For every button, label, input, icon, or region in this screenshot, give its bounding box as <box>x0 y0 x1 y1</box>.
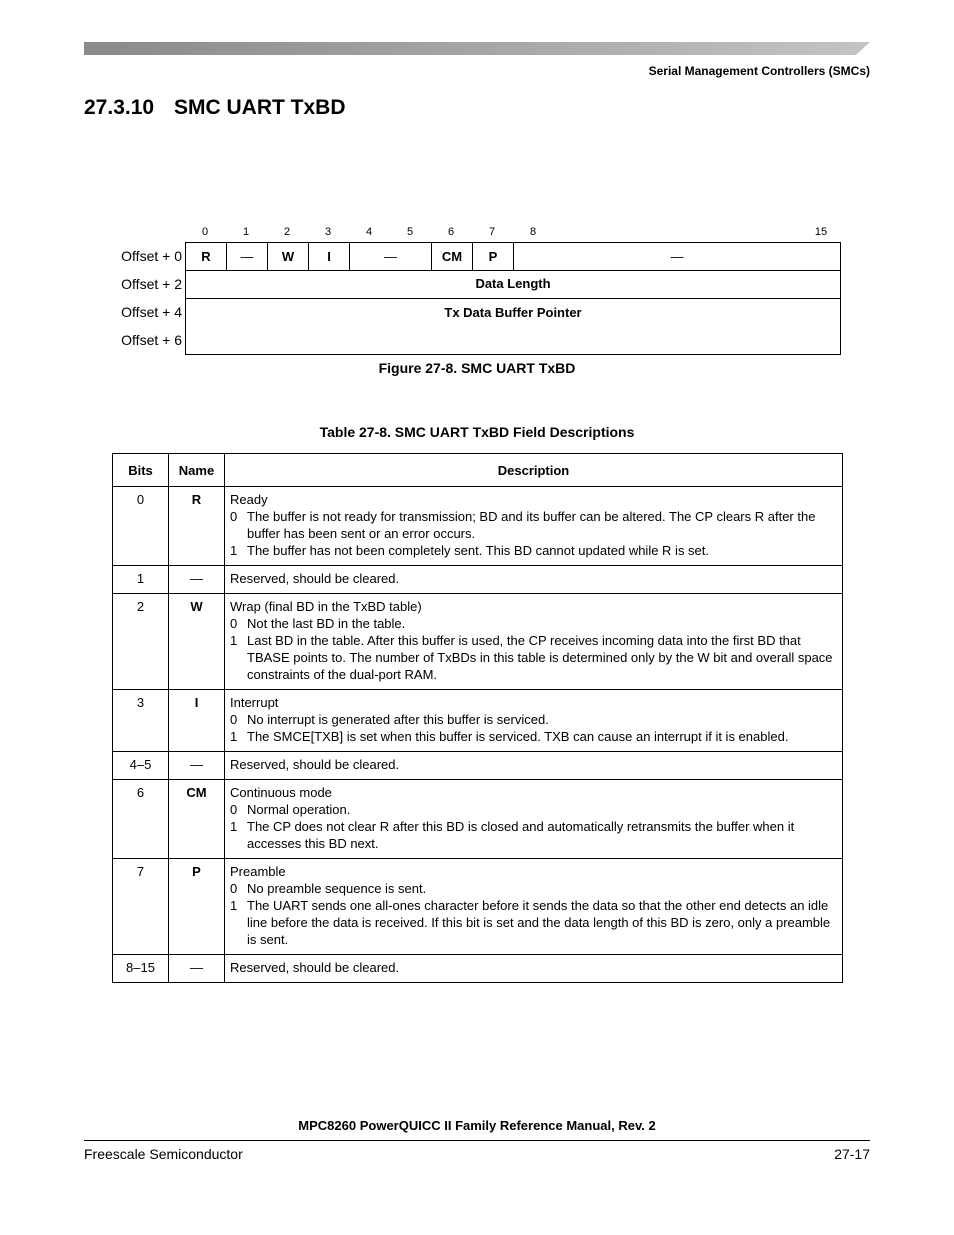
table-row <box>113 752 843 780</box>
description-option <box>230 632 837 683</box>
field-reserved: — <box>350 243 432 270</box>
bit-number: 3 <box>324 226 332 238</box>
field-w: W <box>268 243 309 270</box>
bit-number: 5 <box>406 226 414 238</box>
field-i: I <box>309 243 350 270</box>
name-cell: I <box>169 690 225 752</box>
description-title: Reserved, should be cleared. <box>230 757 400 772</box>
footer-manual-title: MPC8260 PowerQUICC II Family Reference Manual, Rev. 2 <box>298 1118 656 1133</box>
column-header-description: Description <box>225 454 843 487</box>
option-value: 1 <box>230 633 238 648</box>
figure-caption: Figure 27-8. SMC UART TxBD <box>378 360 576 376</box>
option-text: Normal operation. <box>247 802 351 817</box>
table-row <box>113 690 843 752</box>
bit-number: 6 <box>447 226 455 238</box>
description-option <box>230 897 837 948</box>
description-title: Wrap (final BD in the TxBD table) <box>230 599 422 614</box>
table-caption: Table 27-8. SMC UART TxBD Field Descriptions <box>319 424 635 440</box>
option-text: The CP does not clear R after this BD is closed and automatically retransmits the buffer when it accesses this BD next. <box>247 819 795 851</box>
column-header-name: Name <box>169 454 225 487</box>
field-reserved: — <box>670 249 684 264</box>
offset-label: Offset + 6 <box>121 332 182 348</box>
option-value: 1 <box>230 898 238 913</box>
name-cell: P <box>169 859 225 955</box>
bits-cell: 3 <box>113 690 169 752</box>
option-text: The SMCE[TXB] is set when this buffer is serviced. TXB can cause an interrupt if it is enabled. <box>247 729 789 744</box>
bit-number: 2 <box>283 226 291 238</box>
bit-number: 4 <box>365 226 373 238</box>
table-row <box>113 780 843 859</box>
description-option <box>230 880 837 897</box>
option-value: 0 <box>230 881 238 896</box>
name-cell: — <box>169 752 225 780</box>
option-value: 0 <box>230 616 238 631</box>
description-title: Ready <box>230 492 268 507</box>
description-cell <box>225 859 843 955</box>
bit-number: 1 <box>242 226 250 238</box>
register-row-offset-4-6 <box>185 298 841 355</box>
section-title-text: SMC UART TxBD <box>174 96 346 119</box>
bits-cell: 0 <box>113 487 169 566</box>
offset-label: Offset + 2 <box>121 276 182 292</box>
bit-number: 8 <box>529 226 537 238</box>
description-title: Reserved, should be cleared. <box>230 960 400 975</box>
description-title: Interrupt <box>230 695 279 710</box>
description-title: Continuous mode <box>230 785 332 800</box>
field-tx-data-buffer-pointer: Tx Data Buffer Pointer <box>444 305 582 320</box>
table-row <box>113 566 843 594</box>
bits-cell: 4–5 <box>113 752 169 780</box>
section-title <box>84 96 346 120</box>
field-reserved: — <box>227 243 268 270</box>
offset-label: Offset + 0 <box>121 248 182 264</box>
option-text: The UART sends one all-ones character before it sends the data so that the other end detects an idle line before the data is received. If this bit is set and the data length of this BD is zero, only a preamble is sent. <box>247 898 831 947</box>
description-option <box>230 818 837 852</box>
option-value: 1 <box>230 729 238 744</box>
bits-cell: 2 <box>113 594 169 690</box>
description-option <box>230 615 837 632</box>
description-option <box>230 728 837 745</box>
section-number: 27.3.10 <box>84 96 155 119</box>
option-text: The buffer is not ready for transmission; BD and its buffer can be altered. The CP clears R after the buffer has been sent or an error occurs. <box>247 509 816 541</box>
option-text: No interrupt is generated after this buffer is serviced. <box>247 712 549 727</box>
option-value: 0 <box>230 509 238 524</box>
description-option <box>230 508 837 542</box>
page-number: 27-17 <box>834 1146 870 1162</box>
name-cell: — <box>169 955 225 983</box>
table-row <box>113 859 843 955</box>
field-cm: CM <box>432 243 473 270</box>
description-option <box>230 542 837 559</box>
bits-cell: 1 <box>113 566 169 594</box>
field-p: P <box>473 243 514 270</box>
register-row-offset-0 <box>185 242 841 271</box>
bit-number: 7 <box>488 226 496 238</box>
description-cell <box>225 690 843 752</box>
bit-number: 0 <box>201 226 209 238</box>
name-cell: W <box>169 594 225 690</box>
option-text: No preamble sequence is sent. <box>247 881 427 896</box>
table-row <box>113 487 843 566</box>
bit-number: 15 <box>814 226 828 238</box>
description-option <box>230 801 837 818</box>
field-description-table <box>112 453 843 983</box>
footer-divider <box>84 1140 870 1141</box>
name-cell: — <box>169 566 225 594</box>
name-cell: CM <box>169 780 225 859</box>
description-cell <box>225 594 843 690</box>
option-value: 0 <box>230 802 238 817</box>
description-cell <box>225 487 843 566</box>
name-cell: R <box>169 487 225 566</box>
description-title: Reserved, should be cleared. <box>230 571 400 586</box>
description-cell <box>225 955 843 983</box>
option-text: Last BD in the table. After this buffer is used, the CP receives incoming data into the first BD that TBASE points to. The number of TxBDs in this table is determined only by the W bit and overall space constraints of the dual-port RAM. <box>247 633 833 682</box>
description-option <box>230 711 837 728</box>
description-title: Preamble <box>230 864 286 879</box>
bits-cell: 7 <box>113 859 169 955</box>
offset-label: Offset + 4 <box>121 304 182 320</box>
bits-cell: 6 <box>113 780 169 859</box>
description-cell <box>225 752 843 780</box>
field-r: R <box>186 243 227 270</box>
running-head: Serial Management Controllers (SMCs) <box>648 64 870 78</box>
field-data-length: Data Length <box>475 276 551 291</box>
description-cell <box>225 780 843 859</box>
option-value: 1 <box>230 819 238 834</box>
option-value: 0 <box>230 712 238 727</box>
option-text: The buffer has not been completely sent. This BD cannot updated while R is set. <box>247 543 710 558</box>
table-header-row <box>113 454 843 487</box>
description-cell <box>225 566 843 594</box>
table-row <box>113 594 843 690</box>
register-row-offset-2 <box>185 270 841 299</box>
column-header-bits: Bits <box>113 454 169 487</box>
option-text: Not the last BD in the table. <box>247 616 406 631</box>
table-row <box>113 955 843 983</box>
header-bar <box>84 42 870 55</box>
option-value: 1 <box>230 543 238 558</box>
footer-company: Freescale Semiconductor <box>84 1146 243 1162</box>
bits-cell: 8–15 <box>113 955 169 983</box>
